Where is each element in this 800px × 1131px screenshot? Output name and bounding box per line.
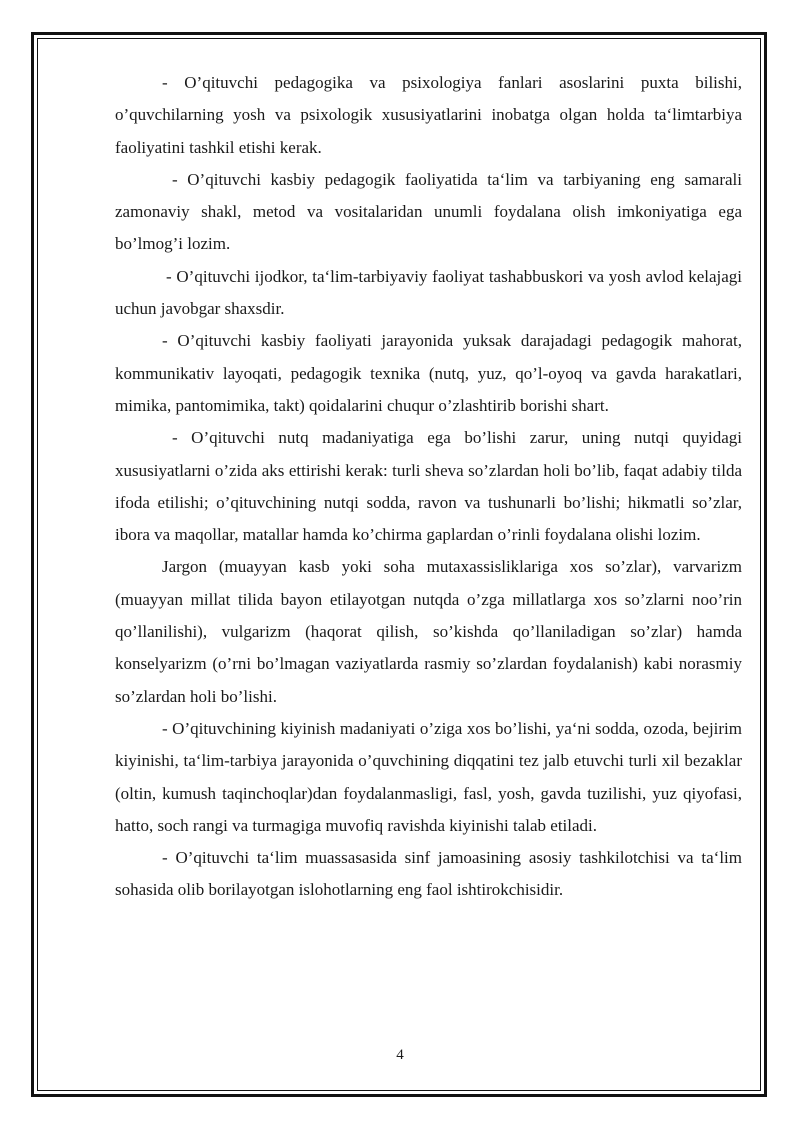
paragraph-teacher-dress-culture: - O’qituvchining kiyinish madaniyati o’ziga xos bo’lishi, ya‘ni sodda, ozoda, bejirim kiyinishi, ta‘lim-tarbiya jarayonida o’quvchining diqqatini tez jalb etuvchi turli xil bezaklar (oltin, kumush taqinchoqlar)dan foydalanmasligi, fasl, yosh, gavda tuzilishi, yuz qiyofasi, hatto, soch rangi va turmagiga muvofiq ravishda kiyinishi talab etiladi. — [115, 718, 742, 835]
paragraph-teacher-speech-culture: - O’qituvchi nutq madaniyatiga ega bo’lishi zarur, uning nutqi quyidagi xususiyatlarni o’zida aks ettirishi kerak: turli sheva so’zlardan holi bo’lib, faqat adabiy tilda ifoda etilishi; o’qituvchining nutqi sodda, ravon va tushunarli bo’lishi; hikmatli so’zlar, ibora va maqollar, matallar hamda ko’chirma gaplardan o’rinli foydalana olishi lozim. — [115, 428, 742, 545]
paragraph-teacher-class-organizer: - O’qituvchi ta‘lim muassasasida sinf jamoasining asosiy tashkilotchisi va ta‘lim sohasida olib borilayotgan islohotlarning eng faol ishtirokchisidir. — [115, 848, 742, 900]
page-number: 4 — [396, 1047, 404, 1063]
document-body — [115, 67, 742, 907]
paragraph-informal-words: Jargon (muayyan kasb yoki soha mutaxassisliklariga xos so’zlar), varvarizm (muayyan millat tilida bayon etilayotgan nutqda o’zga millatlarga xos so’zlarni noo’rin qo’llanilishi), vulgarizm (haqorat qilish, so’kishda qo’llaniladigan so’zlar) hamda konselyarizm (o’rni bo’lmagan vaziyatlarda rasmiy so’zlardan foydalanish) kabi norasmiy so’zlardan holi bo’lishi. — [115, 557, 742, 706]
paragraph-teacher-creative: - O’qituvchi ijodkor, ta‘lim-tarbiyaviy faoliyat tashabbuskori va yosh avlod kelajagi uchun javobgar shaxsdir. — [115, 266, 742, 319]
paragraph-teacher-modern-methods: - O’qituvchi kasbiy pedagogik faoliyatida ta‘lim va tarbiyaning eng samarali zamonaviy shakl, metod va vositalaridan unumli foydalana olish imkoniyatiga ega bo’lmog’i lozim. — [115, 169, 742, 254]
paragraph-teacher-pedagogy-knowledge: - O’qituvchi pedagogika va psixologiya fanlari asoslarini puxta bilishi, o’quvchilarning yosh va psixologik xususiyatlarini inobatga olgan holda ta‘limtarbiya faoliyatini tashkil etishi kerak. — [115, 73, 742, 157]
paragraph-teacher-pedagogical-mastery: - O’qituvchi kasbiy faoliyati jarayonida yuksak darajadagi pedagogik mahorat, kommunikativ layoqati, pedagogik texnika (nutq, yuz, qo’l-oyoq va gavda harakatlari, mimika, pantomimika, takt) qoidalarini chuqur o’zlashtirib borishi shart. — [115, 331, 742, 415]
